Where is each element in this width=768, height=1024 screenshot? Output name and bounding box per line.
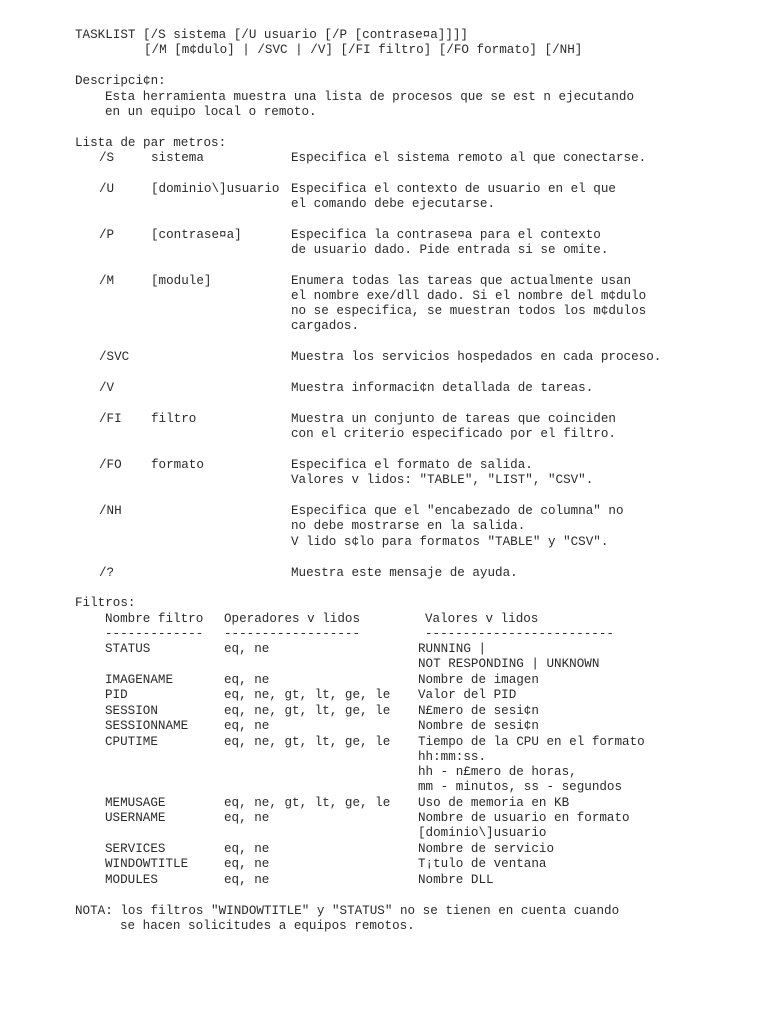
filter-value: Nombre de sesi¢n xyxy=(418,719,539,733)
filter-value: N£mero de sesi¢n xyxy=(418,704,539,718)
filter-value: mm - minutos, ss - segundos xyxy=(418,780,623,794)
param-desc: Muestra un conjunto de tareas que coinciden xyxy=(291,412,616,426)
filter-value: hh:mm:ss. xyxy=(418,750,487,764)
filter-ops: eq, ne xyxy=(224,719,270,733)
param-switch: /FI xyxy=(99,412,122,426)
filter-name: IMAGENAME xyxy=(105,673,174,687)
filter-ops: eq, ne xyxy=(224,642,270,656)
filter-name: SESSIONNAME xyxy=(105,719,189,733)
param-switch: /FO xyxy=(99,458,122,472)
filters-separator: ------------------ xyxy=(224,627,361,641)
filter-value: Nombre DLL xyxy=(418,873,494,887)
filters-separator: ------------- xyxy=(105,627,204,641)
usage-line-2: [/M [m¢dulo] | /SVC | /V] [/FI filtro] [/FO formato] [/NH] xyxy=(144,43,583,57)
filter-ops: eq, ne, gt, lt, ge, le xyxy=(224,688,391,702)
param-switch: /V xyxy=(99,381,115,395)
param-desc: el nombre exe/dll dado. Si el nombre del m¢dulo xyxy=(291,289,647,303)
param-desc: Enumera todas las tareas que actualmente usan xyxy=(291,274,632,288)
param-switch: /S xyxy=(99,151,115,165)
param-desc: con el criterio especificado por el filtro. xyxy=(291,427,616,441)
description-line: en un equipo local o remoto. xyxy=(105,105,317,119)
filter-value: Nombre de servicio xyxy=(418,842,555,856)
note-line-2: se hacen solicitudes a equipos remotos. xyxy=(120,919,415,933)
param-desc: V lido s¢lo para formatos "TABLE" y "CSV". xyxy=(291,535,609,549)
param-switch: /M xyxy=(99,274,115,288)
param-desc: Muestra informaci¢n detallada de tareas. xyxy=(291,381,594,395)
param-arg: [contrase¤a] xyxy=(151,228,242,242)
param-switch: /U xyxy=(99,182,115,196)
param-arg: [dominio\]usuario xyxy=(151,182,280,196)
filter-name: SESSION xyxy=(105,704,158,718)
filters-heading: Filtros: xyxy=(75,596,136,610)
usage-line-1: TASKLIST [/S sistema [/U usuario [/P [contrase¤a]]]] xyxy=(75,28,468,42)
filters-column-header: Nombre filtro xyxy=(105,612,204,626)
filter-name: STATUS xyxy=(105,642,151,656)
filter-name: PID xyxy=(105,688,128,702)
param-switch: /NH xyxy=(99,504,122,518)
param-desc: de usuario dado. Pide entrada si se omite. xyxy=(291,243,609,257)
filter-value: NOT RESPONDING | UNKNOWN xyxy=(418,657,600,671)
filter-ops: eq, ne xyxy=(224,842,270,856)
filters-column-header: Operadores v lidos xyxy=(224,612,361,626)
param-switch: /SVC xyxy=(99,350,130,364)
filter-ops: eq, ne, gt, lt, ge, le xyxy=(224,704,391,718)
description-line: Esta herramienta muestra una lista de procesos que se est n ejecutando xyxy=(105,90,635,104)
param-desc: no debe mostrarse en la salida. xyxy=(291,519,526,533)
param-desc: Valores v lidos: "TABLE", "LIST", "CSV". xyxy=(291,473,594,487)
filter-value: hh - n£mero de horas, xyxy=(418,765,577,779)
filter-value: Nombre de imagen xyxy=(418,673,539,687)
filter-name: CPUTIME xyxy=(105,735,158,749)
filters-column-header: Valores v lidos xyxy=(425,612,539,626)
param-desc: Muestra los servicios hospedados en cada proceso. xyxy=(291,350,662,364)
param-desc: Muestra este mensaje de ayuda. xyxy=(291,566,518,580)
filter-ops: eq, ne, gt, lt, ge, le xyxy=(224,796,391,810)
param-desc: el comando debe ejecutarse. xyxy=(291,197,496,211)
filter-name: USERNAME xyxy=(105,811,166,825)
param-desc: cargados. xyxy=(291,319,360,333)
param-desc: Especifica la contrase¤a para el contexto xyxy=(291,228,601,242)
param-desc: Especifica el contexto de usuario en el que xyxy=(291,182,616,196)
filter-value: Nombre de usuario en formato xyxy=(418,811,630,825)
param-desc: Especifica que el "encabezado de columna" no xyxy=(291,504,624,518)
filter-ops: eq, ne xyxy=(224,873,270,887)
filter-name: WINDOWTITLE xyxy=(105,857,189,871)
param-arg: formato xyxy=(151,458,204,472)
filters-separator: ------------------------- xyxy=(425,627,614,641)
param-desc: Especifica el sistema remoto al que conectarse. xyxy=(291,151,647,165)
filter-value: T¡tulo de ventana xyxy=(418,857,547,871)
filter-value: Valor del PID xyxy=(418,688,517,702)
description-heading: Descripci¢n: xyxy=(75,74,166,88)
filter-name: MODULES xyxy=(105,873,158,887)
filter-ops: eq, ne xyxy=(224,857,270,871)
filter-value: Tiempo de la CPU en el formato xyxy=(418,735,645,749)
filter-value: Uso de memoria en KB xyxy=(418,796,570,810)
filter-ops: eq, ne, gt, lt, ge, le xyxy=(224,735,391,749)
param-arg: sistema xyxy=(151,151,204,165)
note-line-1: NOTA: los filtros "WINDOWTITLE" y "STATUS" no se tienen en cuenta cuando xyxy=(75,904,620,918)
filter-value: [dominio\]usuario xyxy=(418,826,547,840)
param-arg: filtro xyxy=(151,412,197,426)
filter-name: SERVICES xyxy=(105,842,166,856)
filter-name: MEMUSAGE xyxy=(105,796,166,810)
param-switch: /? xyxy=(99,566,115,580)
params-heading: Lista de par metros: xyxy=(75,136,227,150)
filter-ops: eq, ne xyxy=(224,673,270,687)
filter-value: RUNNING | xyxy=(418,642,487,656)
filter-ops: eq, ne xyxy=(224,811,270,825)
param-switch: /P xyxy=(99,228,115,242)
param-desc: no se especifica, se muestran todos los m¢dulos xyxy=(291,304,647,318)
param-arg: [module] xyxy=(151,274,212,288)
param-desc: Especifica el formato de salida. xyxy=(291,458,533,472)
